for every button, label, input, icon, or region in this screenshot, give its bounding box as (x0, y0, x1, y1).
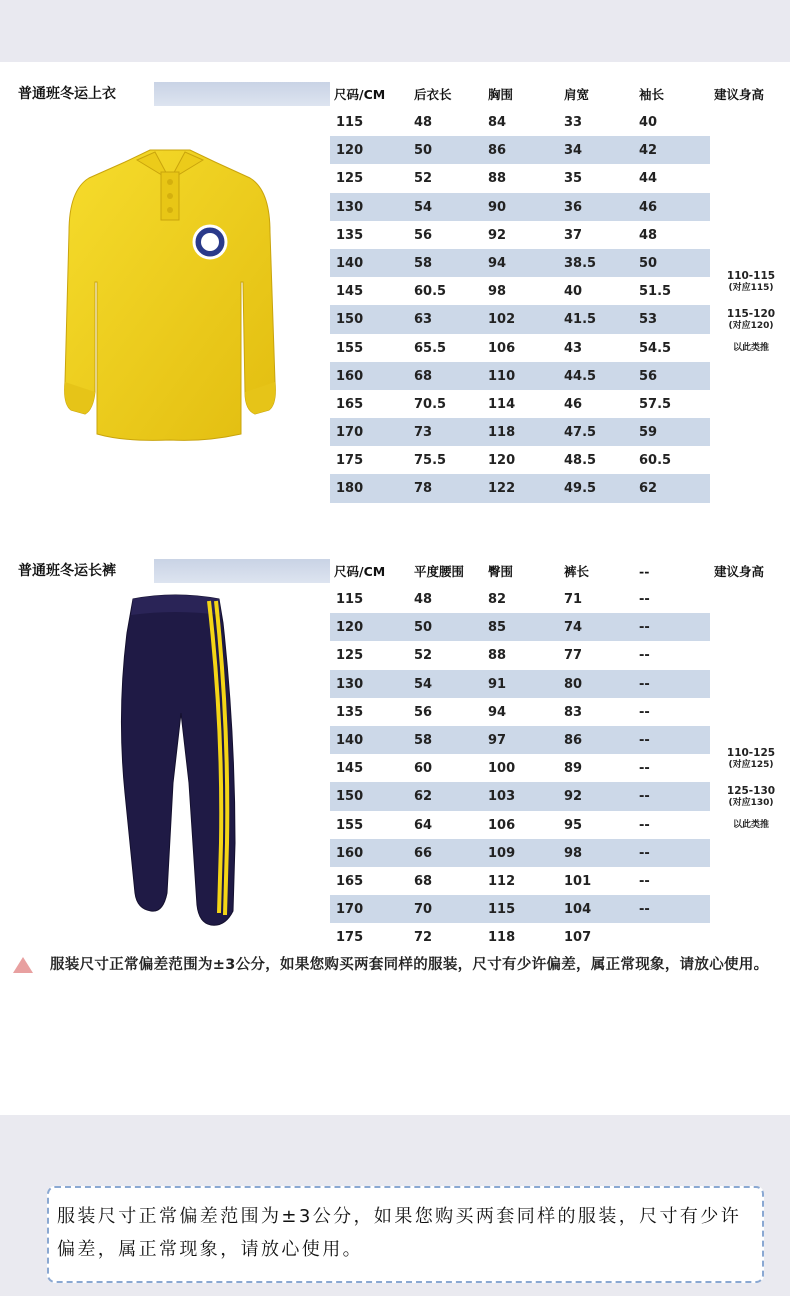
cell-pants-length: 92 (564, 789, 583, 805)
cell-size: 155 (336, 817, 364, 833)
table-row (330, 726, 710, 754)
shirt-table-header (330, 82, 780, 106)
cell-size: 155 (336, 340, 364, 356)
cell-pants-length: 101 (564, 873, 592, 889)
cell-blank: -- (639, 789, 650, 805)
cell-sleeve: 40 (639, 115, 658, 130)
navy-track-pants-image (115, 593, 245, 933)
cell-size: 140 (336, 732, 364, 748)
cell-chest: 114 (488, 396, 516, 412)
cell-waist: 64 (414, 817, 433, 833)
cell-chest: 120 (488, 453, 516, 469)
cell-shoulder: 35 (564, 171, 583, 187)
note-etc: 以此类推 (732, 820, 769, 830)
cell-pants-length: 86 (564, 732, 583, 748)
header-height: 建议身高 (714, 87, 765, 102)
cell-size: 165 (336, 396, 364, 412)
note-match-2: (对应120) (728, 321, 774, 331)
cell-waist: 60 (414, 761, 433, 777)
header-hip: 臀围 (488, 564, 514, 579)
cell-sleeve: 51.5 (639, 284, 672, 300)
cell-blank: -- (639, 817, 650, 833)
table-row (330, 164, 710, 192)
cell-waist: 58 (414, 732, 433, 748)
cell-sleeve: 46 (639, 199, 658, 215)
cell-waist: 62 (414, 789, 433, 805)
table-row (330, 839, 710, 867)
shirt-height-note (716, 270, 786, 354)
header-back-length: 后衣长 (414, 87, 452, 102)
note-match-2: (对应130) (728, 798, 774, 808)
table-row (330, 698, 710, 726)
cell-size: 160 (336, 845, 364, 861)
cell-size: 125 (336, 648, 364, 664)
cell-blank: -- (639, 648, 650, 664)
cell-chest: 86 (488, 143, 507, 159)
note-range-2: 115-120 (726, 308, 776, 320)
cell-pants-length: 83 (564, 704, 583, 720)
cell-pants-length: 71 (564, 592, 583, 607)
cell-back-length: 75.5 (414, 453, 447, 469)
shirt-size-rows (330, 108, 710, 503)
cell-shoulder: 43 (564, 340, 583, 356)
cell-back-length: 73 (414, 425, 433, 441)
cell-pants-length: 74 (564, 620, 583, 636)
cell-size: 145 (336, 761, 364, 777)
cell-waist: 52 (414, 648, 433, 664)
header-blank: -- (639, 564, 650, 579)
cell-back-length: 52 (414, 171, 433, 187)
cell-shoulder: 37 (564, 227, 583, 243)
cell-hip: 91 (488, 676, 507, 692)
cell-size: 165 (336, 873, 364, 889)
warning-triangle-icon (12, 956, 34, 974)
cell-sleeve: 59 (639, 425, 658, 441)
cell-size: 120 (336, 143, 364, 159)
note-match-1: (对应115) (728, 283, 774, 293)
cell-shoulder: 41.5 (564, 312, 597, 328)
cell-hip: 94 (488, 704, 507, 720)
cell-sleeve: 44 (639, 171, 658, 187)
cell-back-length: 60.5 (414, 284, 447, 300)
cell-shoulder: 33 (564, 115, 583, 130)
cell-hip: 88 (488, 648, 507, 664)
cell-sleeve: 57.5 (639, 396, 672, 412)
cell-pants-length: 80 (564, 676, 583, 692)
cell-size: 175 (336, 453, 364, 469)
cell-blank: -- (639, 873, 650, 889)
table-row (330, 221, 710, 249)
cell-pants-length: 95 (564, 817, 583, 833)
table-row (330, 446, 710, 474)
cell-waist: 54 (414, 676, 433, 692)
cell-shoulder: 38.5 (564, 255, 597, 271)
header-pants-length: 裤长 (564, 564, 590, 579)
cell-waist: 48 (414, 592, 433, 607)
cell-blank: -- (639, 592, 650, 607)
cell-size: 170 (336, 902, 364, 918)
header-sleeve: 袖长 (639, 87, 665, 102)
cell-sleeve: 60.5 (639, 453, 672, 469)
cell-chest: 106 (488, 340, 516, 356)
cell-chest: 94 (488, 255, 507, 271)
note-range-1: 110-125 (726, 747, 776, 759)
cell-hip: 115 (488, 902, 516, 918)
cell-shoulder: 47.5 (564, 425, 597, 441)
cell-back-length: 50 (414, 143, 433, 159)
yellow-polo-shirt-image (55, 142, 285, 502)
table-row (330, 782, 710, 810)
title-bar-fill (154, 559, 330, 583)
table-row (330, 362, 710, 390)
table-row (330, 305, 710, 333)
cell-chest: 110 (488, 368, 516, 384)
cell-shoulder: 46 (564, 396, 583, 412)
cell-pants-length: 104 (564, 902, 592, 918)
pants-section-title: 普通班冬运长裤 (10, 559, 154, 583)
cell-size: 130 (336, 676, 364, 692)
cell-back-length: 58 (414, 255, 433, 271)
cell-blank: -- (639, 761, 650, 777)
cell-blank: -- (639, 676, 650, 692)
cell-size: 150 (336, 789, 364, 805)
cell-hip: 112 (488, 873, 516, 889)
cell-shoulder: 34 (564, 143, 583, 159)
table-row (330, 670, 710, 698)
cell-size: 125 (336, 171, 364, 187)
table-row (330, 108, 710, 136)
table-row (330, 867, 710, 895)
cell-waist: 66 (414, 845, 433, 861)
table-row (330, 249, 710, 277)
header-size: 尺码/CM (334, 87, 386, 102)
table-row (330, 585, 710, 613)
header-waist: 平度腰围 (414, 564, 465, 579)
cell-hip: 106 (488, 817, 516, 833)
cell-back-length: 54 (414, 199, 433, 215)
cell-sleeve: 48 (639, 227, 658, 243)
title-bar-fill (154, 82, 330, 106)
cell-size: 115 (336, 115, 364, 130)
cell-shoulder: 49.5 (564, 481, 597, 497)
cell-back-length: 56 (414, 227, 433, 243)
cell-size: 145 (336, 284, 364, 300)
cell-blank: -- (639, 620, 650, 636)
cell-hip: 82 (488, 592, 507, 607)
cell-back-length: 63 (414, 312, 433, 328)
cell-size: 135 (336, 704, 364, 720)
table-row (330, 754, 710, 782)
cell-pants-length: 89 (564, 761, 583, 777)
cell-chest: 118 (488, 425, 516, 441)
table-row (330, 277, 710, 305)
cell-chest: 92 (488, 227, 507, 243)
table-row (330, 418, 710, 446)
cell-waist: 50 (414, 620, 433, 636)
table-row (330, 474, 710, 502)
cell-back-length: 70.5 (414, 396, 447, 412)
cell-chest: 122 (488, 481, 516, 497)
cell-size: 150 (336, 312, 364, 328)
cell-back-length: 68 (414, 368, 433, 384)
table-row (330, 193, 710, 221)
cell-hip: 97 (488, 732, 507, 748)
cell-pants-length: 77 (564, 648, 583, 664)
cell-waist: 56 (414, 704, 433, 720)
cell-blank: -- (639, 902, 650, 918)
cell-sleeve: 50 (639, 255, 658, 271)
header-size: 尺码/CM (334, 564, 386, 579)
cell-sleeve: 62 (639, 481, 658, 497)
note-etc: 以此类推 (732, 343, 769, 353)
table-row (330, 390, 710, 418)
cell-size: 135 (336, 227, 364, 243)
cell-sleeve: 56 (639, 368, 658, 384)
table-row (330, 811, 710, 839)
cell-size: 130 (336, 199, 364, 215)
cell-waist: 70 (414, 902, 433, 918)
top-band (0, 0, 790, 62)
cell-sleeve: 53 (639, 312, 658, 328)
cell-size: 170 (336, 425, 364, 441)
cell-hip: 100 (488, 761, 516, 777)
cell-size: 180 (336, 481, 364, 497)
pants-table-header (330, 559, 780, 583)
cell-pants-length: 98 (564, 845, 583, 861)
cell-blank: -- (639, 732, 650, 748)
pants-title-bar (0, 557, 780, 585)
cell-back-length: 48 (414, 115, 433, 130)
cell-hip: 118 (488, 930, 516, 946)
note-match-1: (对应125) (728, 760, 774, 770)
cell-back-length: 78 (414, 481, 433, 497)
table-row (330, 641, 710, 669)
note-range-1: 110-115 (726, 270, 776, 282)
table-row (330, 923, 710, 951)
bottom-notice-box (47, 1186, 764, 1283)
cell-shoulder: 44.5 (564, 368, 597, 384)
cell-chest: 102 (488, 312, 516, 328)
header-height: 建议身高 (714, 564, 765, 579)
table-row (330, 136, 710, 164)
cell-blank: -- (639, 704, 650, 720)
bottom-notice-text: 服装尺寸正常偏差范围为±3公分，如果您购买两套同样的服装，尺寸有少许偏差，属正常现象，请放心使用。 (57, 1206, 742, 1260)
shirt-title-bar (0, 80, 780, 108)
pants-size-rows (330, 585, 710, 951)
cell-size: 160 (336, 368, 364, 384)
table-row (330, 334, 710, 362)
cell-sleeve: 42 (639, 143, 658, 159)
header-chest: 胸围 (488, 87, 514, 102)
cell-chest: 84 (488, 115, 507, 130)
table-row (330, 895, 710, 923)
cell-size: 140 (336, 255, 364, 271)
pants-height-note (716, 747, 786, 831)
cell-shoulder: 48.5 (564, 453, 597, 469)
cell-blank: -- (639, 845, 650, 861)
cell-waist: 72 (414, 930, 433, 946)
cell-sleeve: 54.5 (639, 340, 672, 356)
cell-chest: 90 (488, 199, 507, 215)
cell-size: 115 (336, 592, 364, 607)
note-range-2: 125-130 (726, 785, 776, 797)
cell-waist: 68 (414, 873, 433, 889)
cell-chest: 98 (488, 284, 507, 300)
shirt-section-title: 普通班冬运上衣 (10, 82, 154, 106)
cell-size: 175 (336, 930, 364, 946)
cell-shoulder: 36 (564, 199, 583, 215)
cell-pants-length: 107 (564, 930, 592, 946)
cell-hip: 109 (488, 845, 516, 861)
cell-shoulder: 40 (564, 284, 583, 300)
cell-chest: 88 (488, 171, 507, 187)
header-shoulder: 肩宽 (564, 87, 590, 102)
cell-back-length: 65.5 (414, 340, 447, 356)
cell-hip: 85 (488, 620, 507, 636)
table-row (330, 613, 710, 641)
cell-size: 120 (336, 620, 364, 636)
warning-text: 服装尺寸正常偏差范围为±3公分，如果您购买两套同样的服装，尺寸有少许偏差，属正常现象，请放心使用。 (50, 957, 769, 973)
cell-hip: 103 (488, 789, 516, 805)
